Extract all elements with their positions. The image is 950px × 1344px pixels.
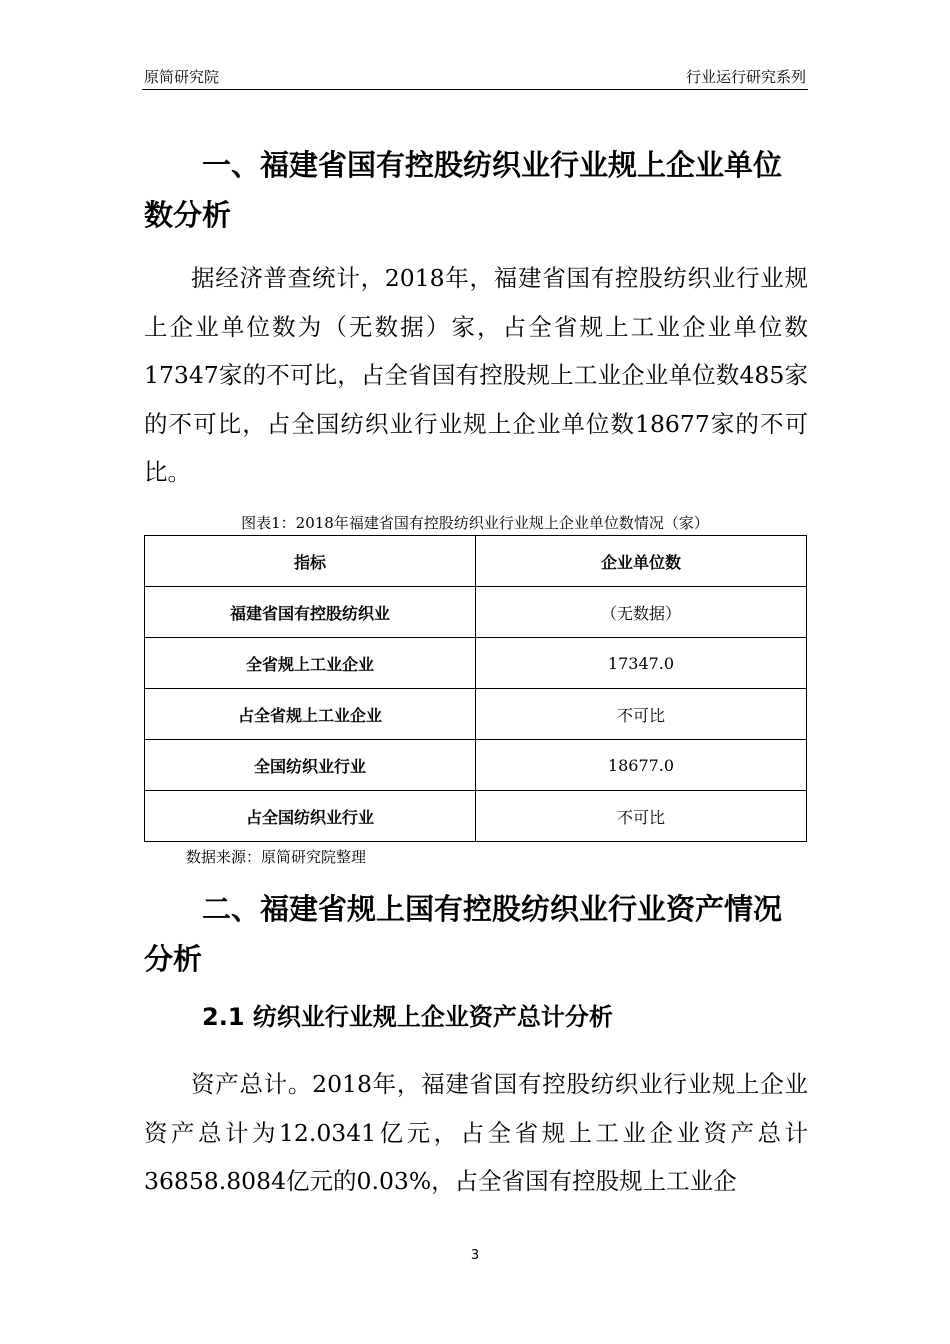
section2-subheading: 2.1 纺织业行业规上企业资产总计分析 <box>202 1003 613 1031</box>
section1-heading: 一、福建省国有控股纺织业行业规上企业单位数分析 <box>144 148 783 232</box>
section1-paragraph: 据经济普查统计，2018年，福建省国有控股纺织业行业规上企业单位数为（无数据）家，占全省规上工业企业单位数17347家的不可比，占全省国有控股规上工业企业单位数485家的不可比，占全国纺织业行业规上企业单位数18677家的不可比。 <box>144 264 808 486</box>
row-indicator: 全省规上工业企业 <box>145 638 476 689</box>
header-rule <box>142 89 808 90</box>
column-header-indicator: 指标 <box>145 536 476 587</box>
row-indicator: 福建省国有控股纺织业 <box>145 587 476 638</box>
section2-heading: 二、福建省规上国有控股纺织业行业资产情况分析 <box>144 892 783 976</box>
row-value: 17347.0 <box>476 638 807 689</box>
column-header-count: 企业单位数 <box>476 536 807 587</box>
row-indicator: 占全省规上工业企业 <box>145 689 476 740</box>
table-row <box>145 740 807 791</box>
row-indicator: 全国纺织业行业 <box>145 740 476 791</box>
table-header-row <box>145 536 807 587</box>
table1-caption: 图表1：2018年福建省国有控股纺织业行业规上企业单位数情况（家） <box>241 514 709 532</box>
table-row <box>145 689 807 740</box>
table-row <box>145 638 807 689</box>
row-indicator: 占全国纺织业行业 <box>145 791 476 842</box>
header-series-name: 行业运行研究系列 <box>685 68 806 86</box>
table1-source-note: 数据来源：原简研究院整理 <box>186 848 367 866</box>
row-value: 18677.0 <box>476 740 807 791</box>
section2-paragraph: 资产总计。2018年，福建省国有控股纺织业行业规上企业资产总计为12.0341亿元，占全省规上工业企业资产总计36858.8084亿元的0.03%，占全省国有控股规上工业企 <box>144 1070 808 1195</box>
table-row <box>145 791 807 842</box>
header-org-name: 原简研究院 <box>144 68 220 86</box>
row-value: 不可比 <box>476 689 807 740</box>
table-row <box>145 587 807 638</box>
enterprise-count-table <box>144 535 807 842</box>
page-number: 3 <box>470 1248 480 1263</box>
row-value: （无数据） <box>476 587 807 638</box>
row-value: 不可比 <box>476 791 807 842</box>
